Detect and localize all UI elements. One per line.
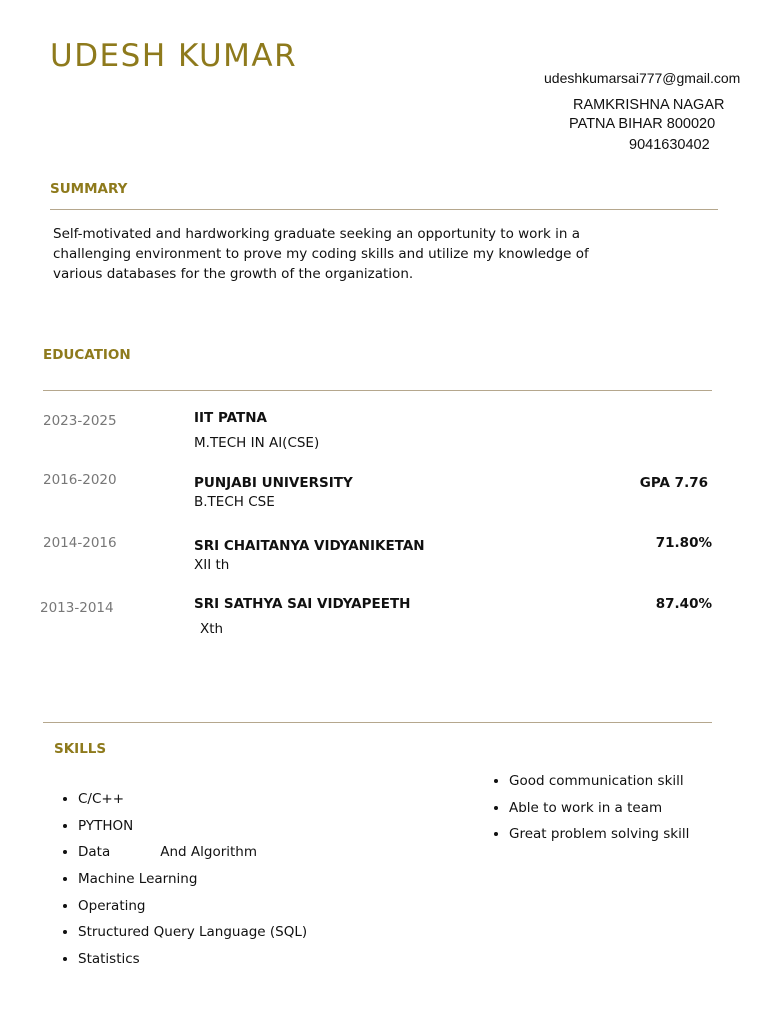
address-line-2: PATNA BIHAR 800020 bbox=[569, 116, 716, 132]
skills-heading: SKILLS bbox=[54, 741, 107, 757]
technical-skills-list bbox=[53, 786, 307, 973]
skill-item: • PYTHON bbox=[78, 813, 307, 840]
education-years: 2016-2020 bbox=[43, 472, 117, 488]
skill-item: • Good communication skill bbox=[509, 768, 689, 795]
education-institution: IIT PATNA bbox=[194, 410, 267, 426]
skills-divider bbox=[43, 722, 712, 723]
education-institution: SRI SATHYA SAI VIDYAPEETH bbox=[194, 596, 411, 612]
skill-item: • Able to work in a team bbox=[509, 795, 689, 822]
education-divider bbox=[43, 390, 712, 391]
email: udeshkumarsai777@gmail.com bbox=[544, 70, 741, 86]
education-degree: M.TECH IN AI(CSE) bbox=[194, 435, 320, 451]
skill-item: • Statistics bbox=[78, 946, 307, 973]
education-degree: Xth bbox=[200, 621, 224, 637]
education-degree: B.TECH CSE bbox=[194, 494, 275, 510]
address-line-1: RAMKRISHNA NAGAR bbox=[573, 97, 725, 113]
skill-item-part: Data bbox=[78, 844, 111, 861]
candidate-name: UDESH KUMAR bbox=[50, 38, 298, 74]
education-years: 2014-2016 bbox=[43, 535, 117, 551]
skill-item-part: And Algorithm bbox=[160, 844, 258, 861]
education-heading: EDUCATION bbox=[43, 347, 131, 363]
education-years: 2013-2014 bbox=[40, 600, 114, 616]
education-score: 87.40% bbox=[655, 596, 712, 612]
education-institution: PUNJABI UNIVERSITY bbox=[194, 475, 353, 491]
education-score: GPA 7.76 bbox=[639, 475, 708, 491]
education-score: 71.80% bbox=[655, 535, 712, 551]
education-degree: XII th bbox=[194, 557, 230, 573]
education-years: 2023-2025 bbox=[43, 413, 117, 429]
skill-item: • Great problem solving skill bbox=[509, 821, 689, 848]
summary-divider bbox=[50, 209, 718, 210]
skill-item bbox=[78, 839, 307, 866]
summary-heading: SUMMARY bbox=[50, 181, 128, 197]
skill-item: • Machine Learning bbox=[78, 866, 307, 893]
skill-item: • Structured Query Language (SQL) bbox=[78, 919, 307, 946]
skill-item: • C/C++ bbox=[78, 786, 307, 813]
phone-number: 9041630402 bbox=[629, 137, 710, 153]
skill-item: • Operating bbox=[78, 893, 307, 920]
soft-skills-list bbox=[484, 768, 689, 848]
education-institution: SRI CHAITANYA VIDYANIKETAN bbox=[194, 538, 425, 554]
summary-text: Self-motivated and hardworking graduate seeking an opportunity to work in a challenging environment to prove my coding skills and utilize my knowledge of various databases for the growth of the organization. bbox=[53, 226, 589, 282]
